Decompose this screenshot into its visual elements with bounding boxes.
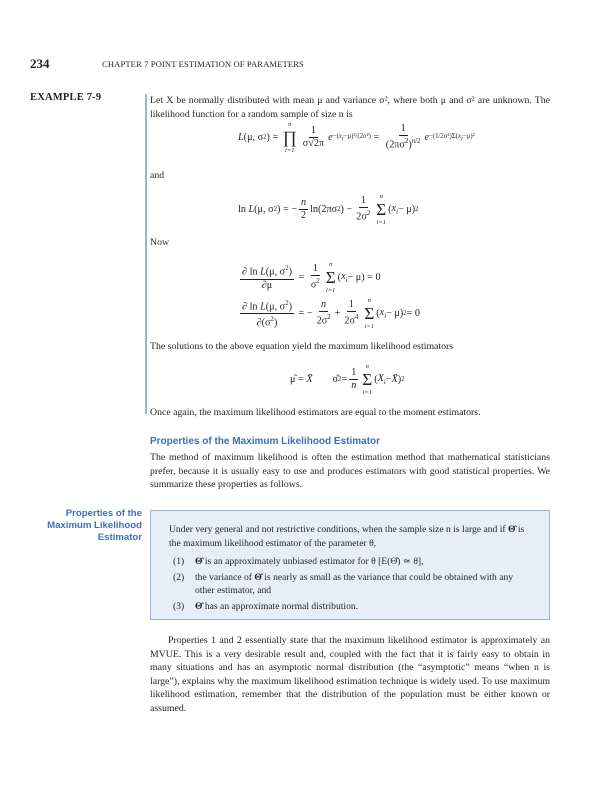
section-title: Properties of the Maximum Likelihood Estimator xyxy=(150,436,381,447)
example-conclusion: Once again, the maximum likelihood estimators are equal to the moment estimators. xyxy=(150,407,481,418)
partial-mu-equation: $\frac{\partial \ln L(\mu, \sigma^2)}{\partial\mu}$ = $\frac{1}{\sigma^2}$ n Σ i=1 ( $x_i$ − μ) = 0 xyxy=(242,261,381,294)
estimators-equation: μ̂ = X̄ σ̂ 2 = $\frac{1}{n}$ n Σ i=1 ( $X_i$ − X̄ ) 2 xyxy=(290,363,405,396)
likelihood-equation: L (μ, σ 2 ) = n ∏ i=1 $\frac{1}{\sigma√2\pi}$ e $-(x_i-\mu)^2/(2\sigma^2)$ = $\frac{1}{(2\pi\sigma^2)^{n/2}}$ e $-(1/2\sigma^2)\Sigma(x_i-\mu)^2$ xyxy=(238,121,475,154)
now-word: Now xyxy=(150,237,170,248)
example-side-rule xyxy=(145,94,147,414)
and-word: and xyxy=(150,170,165,181)
section-paragraph: The method of maximum likelihood is often the estimation method that mathematical statisticians prefer, because it is usually easy to use and produces estimators with good statistical properties. We summarize these properties as follows. xyxy=(150,452,550,490)
box-intro: Under very general and not restrictive conditions, when the sample size n is large and if Θ̂ is the maximum likelihood estimator of the parameter θ, xyxy=(169,524,525,549)
page-number: 234 xyxy=(30,56,50,71)
property-1: (1) Θ̂ is an approximately unbiased estimator for θ [E(Θ̂) ≃ θ], xyxy=(173,556,424,567)
log-likelihood-equation: ln L (μ, σ 2 ) = − $\frac{n}{2}$ ln(2πσ 2 ) − $\frac{1}{2\sigma^2}$ n Σ i=1 ( $x_i$ − μ) 2 xyxy=(238,193,419,226)
property-2: (2) the variance of Θ̂ is nearly as small as the variance that could be obtained with any other estimator, and xyxy=(173,572,514,596)
final-paragraph: Properties 1 and 2 essentially state that the maximum likelihood estimator is approximately an MVUE. This is a very desirable result and, coupled with the fact that it is fairly easy to obtain in many situations and has an asymptotic normal distribution (the “asymptotic” means “when n is large”), explains why the maximum likelihood estimation technique is widely used. To use maximum likelihood estimation, remember that the distribution of the population must be either known or assumed. xyxy=(150,635,550,714)
theta-hat-symbol: Θ̂ xyxy=(507,524,516,535)
sidebar-label: Properties of the Maximum Likelihood Estimator xyxy=(47,508,142,543)
example-intro: Let X be normally distributed with mean μ and variance σ², where both μ and σ² are unknown. The likelihood function for a random sample of size n is xyxy=(150,95,550,120)
partial-sigma-equation: $\frac{\partial \ln L(\mu, \sigma^2)}{\partial(\sigma^2)}$ = − $\frac{n}{2\sigma^2}$ + $\frac{1}{2\sigma^4}$ n Σ i=1 ( $x_i$ − μ) 2 = 0 xyxy=(242,297,421,330)
property-3: (3) Θ̂ has an approximate normal distribution. xyxy=(173,601,359,612)
solutions-text: The solutions to the above equation yield the maximum likelihood estimators xyxy=(150,341,454,352)
example-label: EXAMPLE 7-9 xyxy=(30,92,102,103)
chapter-title: CHAPTER 7 POINT ESTIMATION OF PARAMETERS xyxy=(102,59,304,69)
properties-box xyxy=(150,510,550,620)
page-header xyxy=(30,56,590,72)
